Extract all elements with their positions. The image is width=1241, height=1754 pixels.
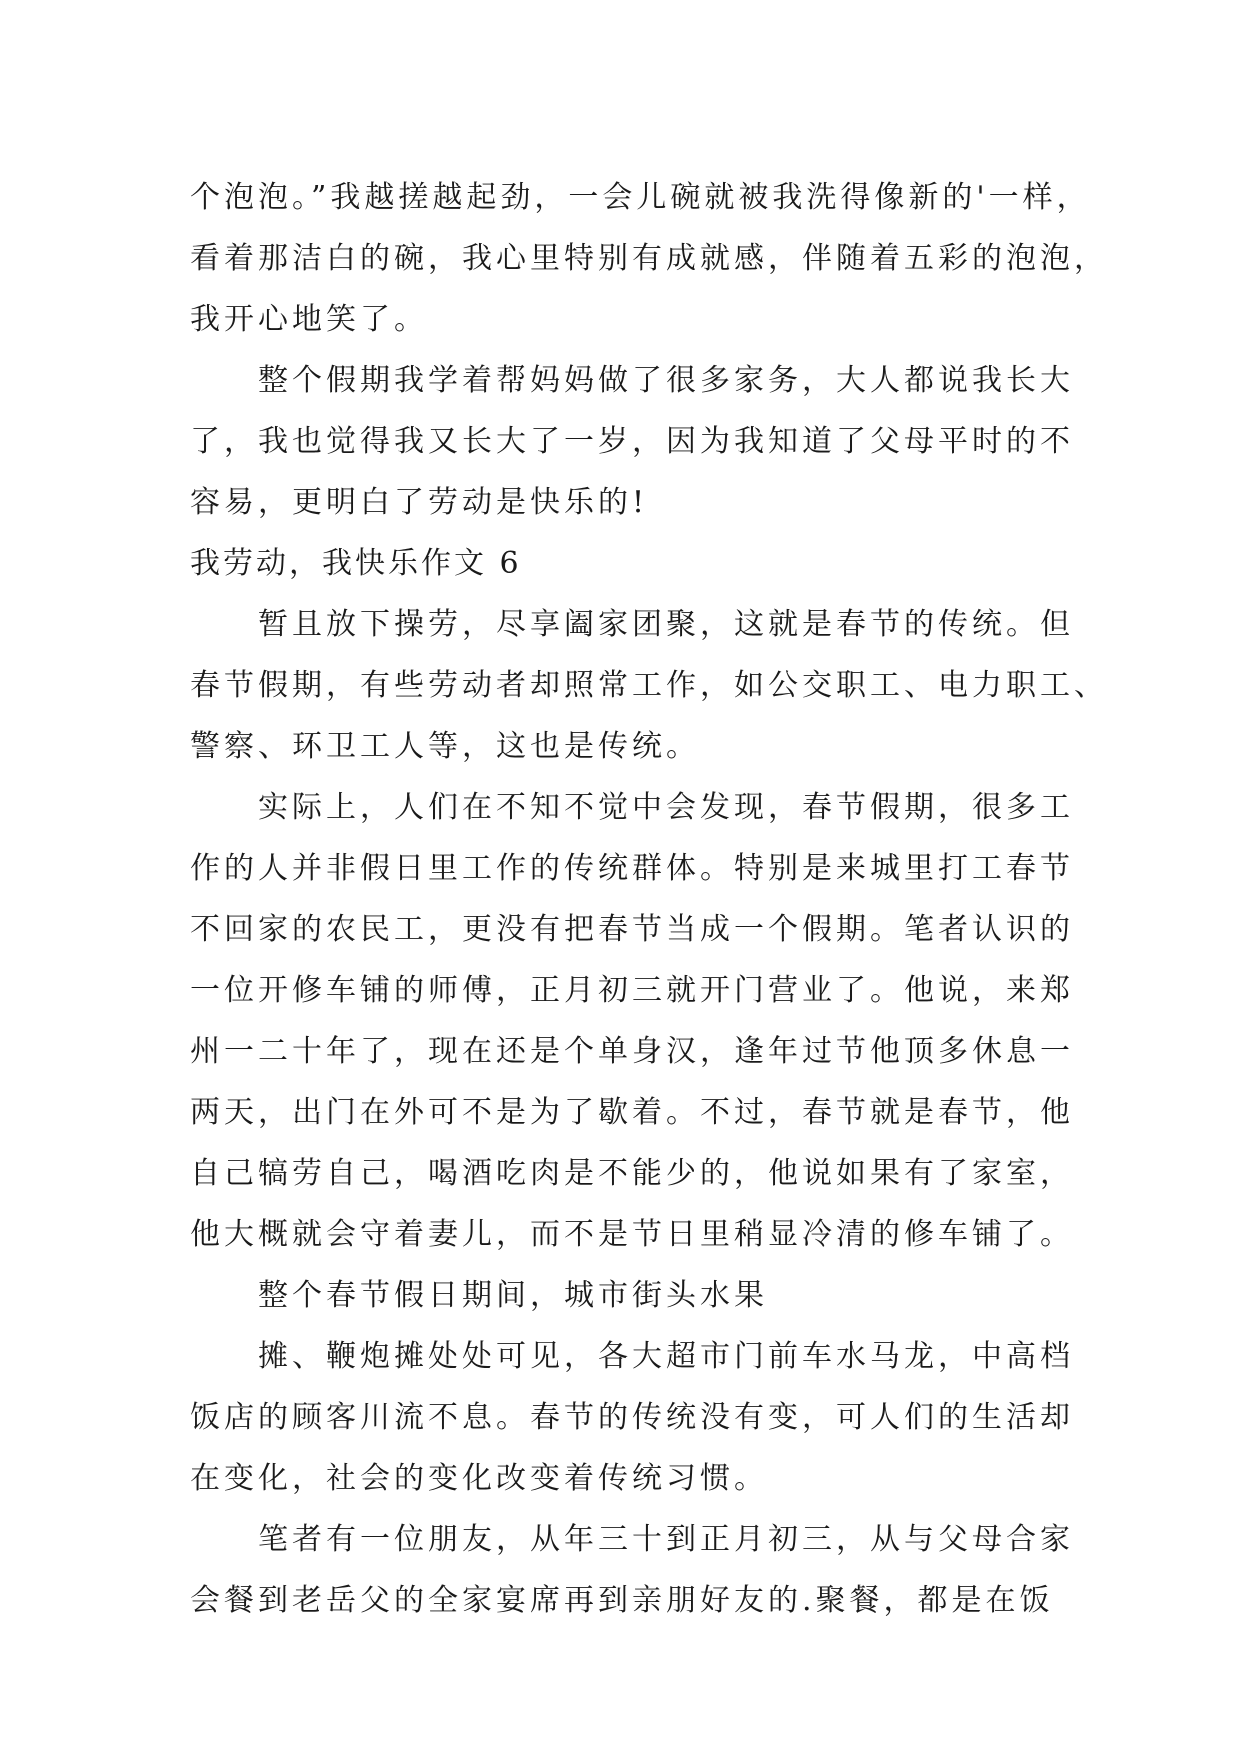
- text-line: 会餐到老岳父的全家宴席再到亲朋好友的.聚餐，都是在饭: [190, 1583, 1054, 1618]
- text-line: 容易，更明白了劳动是快乐的!: [190, 485, 649, 520]
- text-line: 一位开修车铺的师傅，正月初三就开门营业了。他说，来郑: [190, 973, 1074, 1008]
- text-line: 饭店的顾客川流不息。春节的传统没有变，可人们的生活却: [190, 1400, 1074, 1435]
- section-heading: 我劳动，我快乐作文 6: [190, 546, 522, 581]
- text-line: 自己犒劳自己，喝酒吃肉是不能少的，他说如果有了家室，: [190, 1156, 1074, 1191]
- text-line: 不回家的农民工，更没有把春节当成一个假期。笔者认识的: [190, 912, 1074, 947]
- text-line: 在变化，社会的变化改变着传统习惯。: [190, 1461, 768, 1496]
- document-body: [190, 167, 1108, 1631]
- text-line: 我开心地笑了。: [190, 302, 428, 337]
- text-line: 了，我也觉得我又长大了一岁，因为我知道了父母平时的不: [190, 424, 1074, 459]
- text-line: 两天，出门在外可不是为了歇着。不过，春节就是春节，他: [190, 1095, 1074, 1130]
- text-line: 个泡泡。”我越搓越起劲，一会儿碗就被我洗得像新的'一样，: [190, 180, 1091, 215]
- text-line: 春节假期，有些劳动者却照常工作，如公交职工、电力职工、: [190, 668, 1108, 703]
- text-line: 笔者有一位朋友，从年三十到正月初三，从与父母合家: [258, 1522, 1074, 1557]
- text-line: 他大概就会守着妻儿，而不是节日里稍显冷清的修车铺了。: [190, 1217, 1074, 1252]
- text-line: 整个假期我学着帮妈妈做了很多家务，大人都说我长大: [258, 363, 1074, 398]
- text-line: 州一二十年了，现在还是个单身汉，逢年过节他顶多休息一: [190, 1034, 1074, 1069]
- text-line: 警察、环卫工人等，这也是传统。: [190, 729, 700, 764]
- text-line: 作的人并非假日里工作的传统群体。特别是来城里打工春节: [190, 851, 1074, 886]
- text-line: 暂且放下操劳，尽享阖家团聚，这就是春节的传统。但: [258, 607, 1074, 642]
- text-line: 实际上，人们在不知不觉中会发现，春节假期，很多工: [258, 790, 1074, 825]
- text-line: 看着那洁白的碗，我心里特别有成就感，伴随着五彩的泡泡，: [190, 241, 1108, 276]
- text-line: 摊、鞭炮摊处处可见，各大超市门前车水马龙，中高档: [258, 1339, 1074, 1374]
- text-line: 整个春节假日期间，城市街头水果: [258, 1278, 768, 1313]
